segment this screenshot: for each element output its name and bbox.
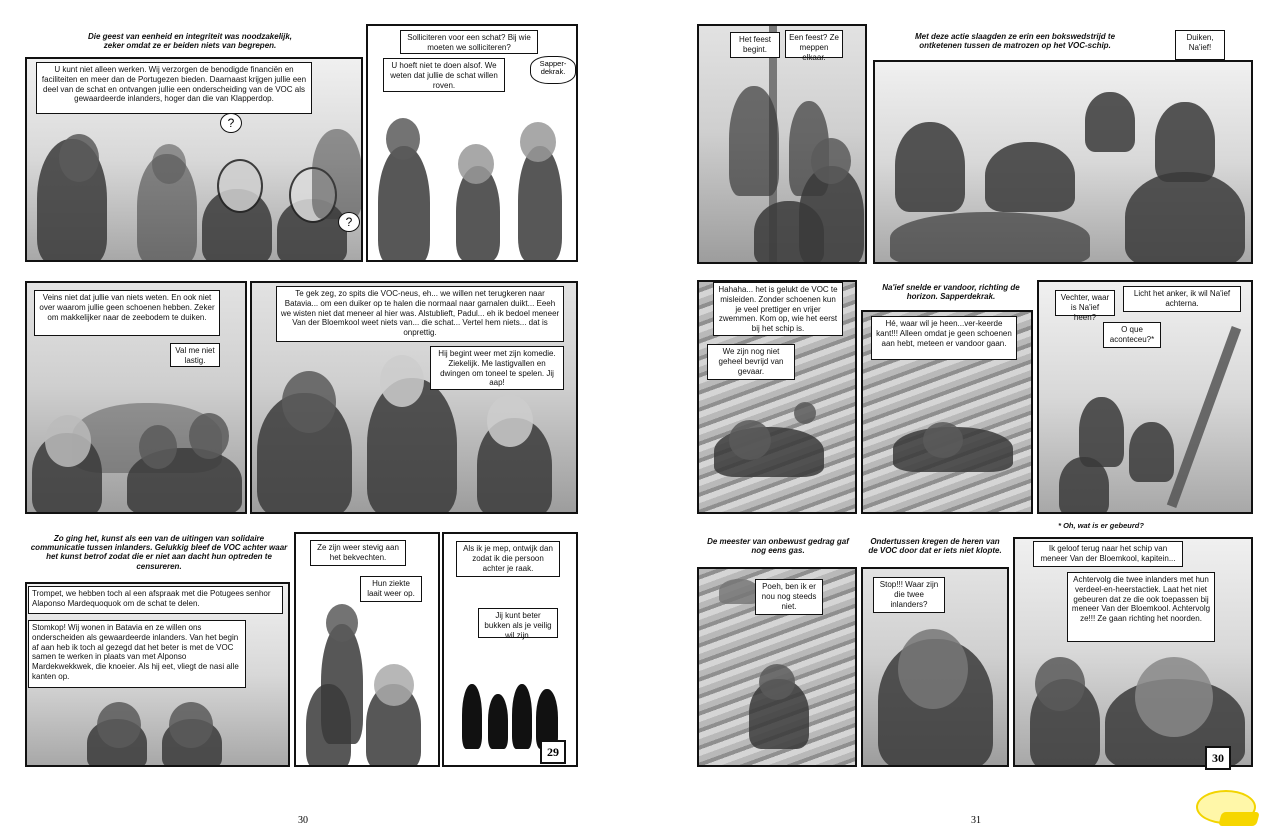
figure-brawler-2	[985, 142, 1075, 212]
figure-native-pair-head-1	[139, 425, 177, 469]
speech-blockhead: Stomkop! Wij wonen in Batavia en ze willen ons onderscheiden als gewaardeerde inlanders. Van het begin af aan heb ik toch al gezegd dat het beter is met de VOC samen te werken in plaats van met Alponso Mardekwekkwek, die knoeier. Als hij eet, vliegt de nasi alle kanten op.	[28, 620, 246, 688]
speech-apply-question: Solliciteren voor een schat? Bij wie moeten we solliciteren?	[400, 30, 538, 54]
right-comic-page	[695, 0, 1268, 827]
panel-party-begins	[697, 24, 867, 264]
figure-onlooker-head	[326, 604, 358, 642]
figure-swimmer-head	[729, 420, 771, 460]
figure-native-tall	[518, 146, 562, 261]
speech-lift-anchor: Licht het anker, ik wil Na'ief achterna.	[1123, 286, 1241, 312]
speech-where-naief: Vechter, waar is Na'ief heen?	[1055, 290, 1115, 316]
figure-shark-fin	[719, 579, 759, 604]
figure-crowd-bottom	[890, 212, 1090, 264]
speech-hahaha: Hahaha... het is gelukt de VOC te misleiden. Zonder schoenen kun je veel prettiger en vrijer zwemmen. Kom op, wie het eerst bij het schip is.	[713, 282, 843, 336]
caption-master-gas: De meester van onbewust gedrag gaf nog eens gas.	[707, 537, 849, 556]
page-footer-number: 31	[971, 815, 981, 826]
figure-crowd-1-head	[152, 144, 186, 184]
figure-captain-head	[1035, 657, 1085, 711]
figure-brawler-5	[1125, 172, 1245, 264]
left-comic-page	[20, 0, 592, 827]
figure-voc-shouting-head	[1135, 657, 1213, 737]
panel-boxing-match	[873, 60, 1253, 264]
caption-footnote: * Oh, wat is er gebeurd?	[1058, 521, 1144, 530]
figure-swimmer-far	[794, 402, 816, 424]
speech-fighting-again: Ze zijn weer stevig aan het bekvechten.	[310, 540, 406, 566]
panel-bickering	[294, 532, 440, 767]
figure-fighter-1	[306, 684, 351, 767]
exclaim-sapperdekrak: Sapper-dekrak.	[530, 56, 576, 84]
speech-too-sharp: Te gek zeg, zo spits die VOC-neus, eh... we willen net terugkeren naar Batavia... om een duiker op te halen die normaal naar garnalen duikt... Eeeh we wisten niet dat meneer al hier was. Alstublieft, Padul... eh ik bedoel meneer Van der Bloemkool weet niets van... die schat... Vertel hem niets... dat is onprettig.	[276, 286, 564, 342]
speech-pretend: Veins niet dat jullie van niets weten. En ook niet over waarom jullie geen schoenen hebben. Zeker om makkelijker naar de zeebodem te duiken.	[34, 290, 220, 336]
speech-illness: Hun ziekte laait weer op.	[360, 576, 422, 602]
question-mark-2: ?	[338, 212, 360, 232]
caption-voc-noticed: Ondertussen kregen de heren van de VOC door dat er iets niet klopte.	[868, 537, 1002, 556]
speech-voc-offer: U kunt niet alleen werken. Wij verzorgen de benodigde financiën en faciliteiten en meer dan de Portugezen bieden. Daarnaast krijgen jullie een deel van de schat en ontvangen jullie een onderscheiding van de VOC als gewaardeerde inlanders, hoger dan die van Klapperdop.	[36, 62, 312, 114]
speech-duck: Jij kunt beter bukken als je veilig wil zijn.	[478, 608, 558, 638]
figure-native-tall-head	[520, 122, 556, 162]
question-mark-1: ?	[220, 113, 242, 133]
figure-voc-angry-head	[898, 629, 968, 709]
figure-swimmer-2-head	[923, 422, 963, 458]
figure-onlooker-3-head	[811, 138, 851, 184]
figure-arguer-right-head	[169, 702, 213, 748]
figure-voc-large-head	[282, 371, 336, 433]
speech-party-begins: Het feest begint.	[730, 32, 780, 58]
figure-swimmer-3-head	[759, 664, 795, 700]
figure-native-gesturing-head	[380, 355, 424, 407]
speech-party-fight: Een feest? Ze meppen elkaar.	[785, 30, 843, 58]
figure-native-1-head	[217, 159, 263, 213]
speech-stop: Stop!!! Waar zijn die twee inlanders?	[873, 577, 945, 613]
figure-fighter-2-head	[374, 664, 414, 706]
figure-ship-rigging	[1167, 326, 1241, 508]
page-footer-number: 30	[298, 815, 308, 826]
speech-we-know: U hoeft niet te doen alsof. We weten dat jullie de schat willen roven.	[383, 58, 505, 92]
speech-dont-bother: Val me niet lastig.	[170, 343, 220, 367]
speech-not-free: We zijn nog niet geheel bevrijd van gevaar.	[707, 344, 795, 380]
figure-onlooker-4	[754, 201, 824, 264]
figure-crew-3	[1059, 457, 1109, 514]
figure-brawler-1	[895, 122, 965, 212]
speech-wrong-way: Hé, waar wil je heen...ver-keerde kant!!! Alleen omdat je geen schoenen aan hebt, meteen er vandoor gaan.	[871, 316, 1017, 360]
figure-native-pair-head-2	[189, 413, 229, 459]
figure-native-short-head	[458, 144, 494, 184]
figure-voc-man	[378, 146, 430, 262]
caption-unity: Die geest van eenheid en integriteit was noodzakelijk, zeker omdat ze er beiden niets van begrepen.	[87, 32, 293, 51]
caption-naief-fled: Na'ief snelde er vandoor, richting de horizon. Sapperdekrak.	[882, 283, 1020, 302]
figure-crew-2	[1129, 422, 1174, 482]
figure-arguer-left-head	[97, 702, 141, 748]
page-corner-number: 29	[540, 740, 566, 764]
speech-dive: Duiken, Na'ief!	[1175, 30, 1225, 60]
figure-native-small-head	[487, 395, 533, 447]
speech-o-que: O que aconteceu?*	[1103, 322, 1161, 348]
speech-still-not: Poeh, ben ik er nou nog steeds niet.	[755, 579, 823, 615]
figure-voc-bald-head	[45, 415, 91, 467]
silhouette-1	[462, 684, 482, 749]
silhouette-2	[488, 694, 508, 749]
speech-if-i-hit: Als ik je mep, ontwijk dan zodat ik die persoon achter je raak.	[456, 541, 560, 577]
caption-boxing-match: Met deze actie slaagden ze erin een bokswedstrijd te ontketenen tussen de matrozen op het VOC-schip.	[914, 32, 1116, 51]
speech-chase-them: Achtervolg die twee inlanders met hun verdeel-en-heerstactiek. Laat het niet gebeuren dat ze die ook toepassen bij meneer Van der Bloemkool. Achtervolg ze!!! Ze gaan richting het noorden.	[1067, 572, 1215, 642]
speech-back-to-ship: Ik geloof terug naar het schip van meneer Van der Bloemkool, kapitein...	[1033, 541, 1183, 567]
caption-solidarity: Zo ging het, kunst als een van de uitingen van solidaire communicatie tussen inlanders. Gelukkig bleef de VOC achter waar het kunst betrof zodat die er niet aan dacht hun optreden te censureren.	[30, 534, 288, 571]
figure-voc-official-head	[59, 134, 99, 182]
figure-crowd-2	[312, 129, 362, 219]
figure-brawler-3	[1085, 92, 1135, 152]
figure-onlooker-1	[729, 86, 779, 196]
page-corner-number: 30	[1205, 746, 1231, 770]
speech-trumpet: Trompet, we hebben toch al een afspraak met die Potugees senhor Alaponso Mardequoquok om de schat te delen.	[28, 586, 283, 614]
figure-brawler-4	[1155, 102, 1215, 182]
silhouette-3	[512, 684, 532, 749]
speech-comedy: Hij begint weer met zijn komedie. Ziekelijk. Me lastigvallen en dwingen om toneel te spelen. Jij aap!	[430, 346, 564, 390]
figure-voc-man-head	[386, 118, 420, 160]
mascot-logo-mark	[1218, 812, 1260, 826]
